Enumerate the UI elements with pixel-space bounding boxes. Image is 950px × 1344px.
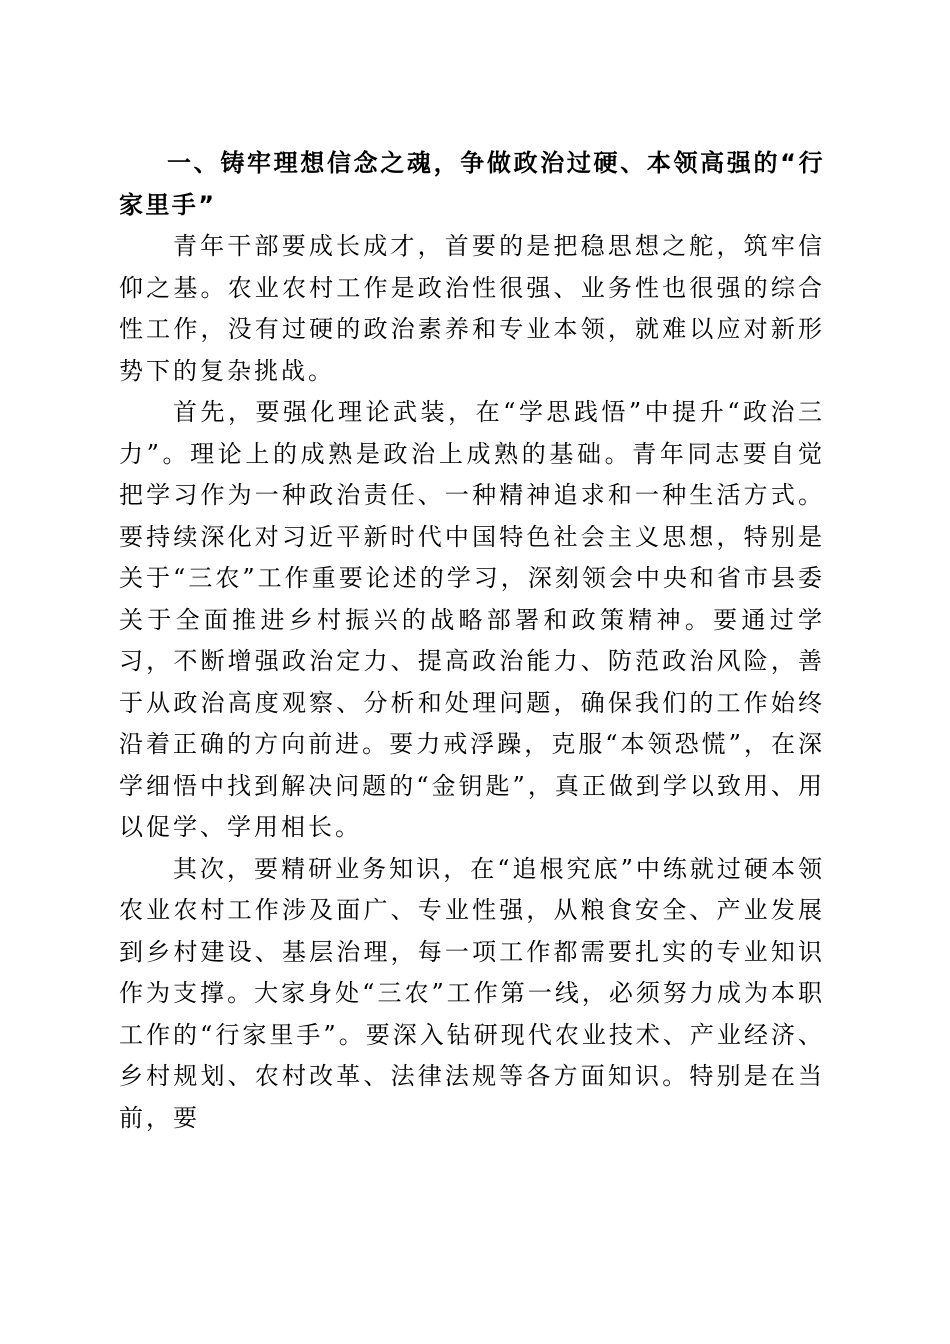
paragraph-second-point: 其次，要精研业务知识，在“追根究底”中练就过硬本领农业农村工作涉及面广、专业性强，从粮食安全、产业发展到乡村建设、基层治理，每一项工作都需要扎实的专业知识作为支撑。大家身处“三农”工作第一线，必须努力成为本职工作的“行家里手”。要深入钻研现代农业技术、产业经济、乡村规划、农村改革、法律法规等各方面知识。特别是在当前，要 (119, 854, 825, 1132)
document-body (119, 143, 825, 1139)
paragraph-intro: 青年干部要成长成才，首要的是把稳思想之舵，筑牢信仰之基。农业农村工作是政治性很强、业务性也很强的综合性工作，没有过硬的政治素养和专业本领，就难以应对新形势下的复杂挑战。 (119, 232, 825, 385)
paragraph-first-point: 首先，要强化理论武装，在“学思践悟”中提升“政治三力”。理论上的成熟是政治上成熟的基础。青年同志要自觉把学习作为一种政治责任、一种精神追求和一种生活方式。要持续深化对习近平新时代中国特色社会主义思想，特别是关于“三农”工作重要论述的学习，深刻领会中央和省市县委关于全面推进乡村振兴的战略部署和政策精神。要通过学习，不断增强政治定力、提高政治能力、防范政治风险，善于从政治高度观察、分析和处理问题，确保我们的工作始终沿着正确的方向前进。要力戒浮躁，克服“本领恐慌”，在深学细悟中找到解决问题的“金钥匙”，真正做到学以致用、用以促学、学用相长。 (119, 398, 825, 841)
section-heading: 一、铸牢理想信念之魂，争做政治过硬、本领高强的“行家里手” (119, 149, 825, 219)
